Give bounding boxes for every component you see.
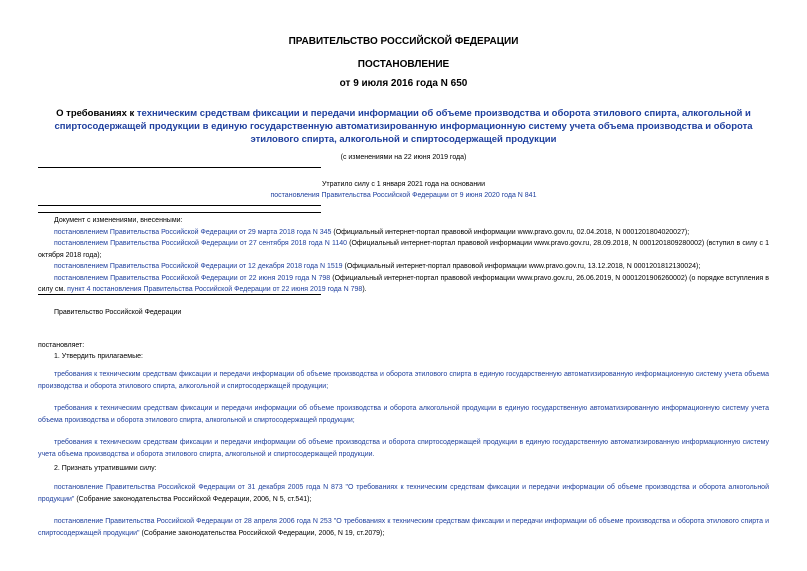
change-item: постановлением Правительства Российской Федерации от 27 сентября 2018 года N 1140 (Официальный интернет-портал правовой информации www.pravo.gov.ru, 28.09.2018, N 0001201809280002) (вступил в силу с 1 октября 2018 года); xyxy=(38,240,769,259)
doc-type-heading: ПОСТАНОВЛЕНИЕ xyxy=(357,59,450,70)
repealed-link[interactable]: постановление Правительства Российской Федерации от 31 декабря 2005 года N 873 "О требованиях к техническим средствам фиксации и передачи информации об объеме производства и оборота алкогольной продукции" xyxy=(38,484,769,503)
repealed-link[interactable]: постановление Правительства Российской Федерации от 28 апреля 2006 года N 253 "О требованиях к техническим средствам фиксации и передачи информации об объеме производства и оборота этилового спирта и спиртосодержащей продукции" xyxy=(38,518,769,537)
repealed-1: постановление Правительства Российской Федерации от 31 декабря 2005 года N 873 "О требованиях к техническим средствам фиксации и передачи информации об объеме производства и оборота алкогольной продукции" (Собрание законодательства Российской Федерации, 2006, N 5, ст.541); xyxy=(38,484,769,503)
title-prefix: О требованиях к xyxy=(56,108,137,119)
change-item: постановлением Правительства Российской Федерации от 29 марта 2018 года N 345 (Официальный интернет-портал правовой информации www.pravo.gov.ru, 02.04.2018, N 0001201804020027); xyxy=(54,228,690,236)
resolves-line: постановляет: xyxy=(38,342,85,349)
point-2: 2. Признать утратившими силу: xyxy=(54,465,157,472)
requirement-link[interactable]: требования к техническим средствам фиксации и передачи информации об объеме производства и оборота этилового спирта в единую государственную автоматизированную информационную систему учета объема производства и оборота этилового спирта, алкогольной и спиртосодержащей продукции; xyxy=(38,371,769,390)
change-item: постановлением Правительства Российской Федерации от 22 июня 2019 года N 798 (Официальный интернет-портал правовой информации www.pravo.gov.ru, 26.06.2019, N 0001201906260002) (о порядке вступления в силу см. пункт 4 постановления Правительства Российской Федерации от 22 июня 2019 года N 798). xyxy=(38,274,769,293)
revision-note: (с изменениями на 22 июня 2019 года) xyxy=(340,154,467,161)
change-link[interactable]: постановлением Правительства Российской Федерации от 27 сентября 2018 года N 1140 xyxy=(54,240,348,247)
expired-link[interactable]: постановления Правительства Российской Федерации от 9 июня 2020 года N 841 xyxy=(270,192,537,199)
title-link[interactable]: техническим средствам фиксации и передачи информации об объеме производства и оборота этилового спирта, алкогольной и спиртосодержащей продукции в единую государственную автоматизированную информационную систему учета объема производства и оборота этилового спирта, алкогольной и спиртосодержащей продукции xyxy=(54,108,753,145)
repealed-2: постановление Правительства Российской Федерации от 28 апреля 2006 года N 253 "О требованиях к техническим средствам фиксации и передачи информации об объеме производства и оборота этилового спирта и спиртосодержащей продукции" (Собрание законодательства Российской Федерации, 2006, N 19, ст.2079); xyxy=(38,518,769,537)
divider xyxy=(38,205,321,206)
point-1: 1. Утвердить прилагаемые: xyxy=(54,353,143,360)
divider xyxy=(38,212,321,213)
date-number-heading: от 9 июля 2016 года N 650 xyxy=(339,78,468,89)
divider xyxy=(38,294,321,295)
government-line: Правительство Российской Федерации xyxy=(54,309,182,316)
change-link[interactable]: постановлением Правительства Российской Федерации от 22 июня 2019 года N 798 xyxy=(54,274,331,282)
requirement-link[interactable]: требования к техническим средствам фиксации и передачи информации об объеме производства и оборота спиртосодержащей продукции в единую государственную автоматизированную информационную систему учета объема производства и оборота этилового спирта, алкогольной и спиртосодержащей продукции. xyxy=(38,439,769,458)
expired-link-line xyxy=(0,190,807,201)
divider xyxy=(38,167,321,168)
requirement-link[interactable]: требования к техническим средствам фиксации и передачи информации об объеме производства и оборота алкогольной продукции в единую государственную автоматизированную информационную систему учета объема производства и оборота этилового спирта, алкогольной и спиртосодержащей продукции; xyxy=(38,405,769,424)
changes-block xyxy=(38,215,769,296)
requirement-2 xyxy=(38,403,769,426)
document-title xyxy=(40,107,767,146)
change-link[interactable]: постановлением Правительства Российской Федерации от 12 декабря 2018 года N 1519 xyxy=(54,263,343,270)
authority-heading: ПРАВИТЕЛЬСТВО РОССИЙСКОЙ ФЕДЕРАЦИИ xyxy=(288,36,519,47)
change-link[interactable]: постановлением Правительства Российской Федерации от 29 марта 2018 года N 345 xyxy=(54,228,332,236)
changes-heading: Документ с изменениями, внесенными: xyxy=(54,217,183,224)
change-link[interactable]: пункт 4 постановления Правительства Российской Федерации от 22 июня 2019 года N 798 xyxy=(67,286,363,293)
requirement-1 xyxy=(38,369,769,392)
change-item: постановлением Правительства Российской Федерации от 12 декабря 2018 года N 1519 (Официальный интернет-портал правовой информации www.pravo.gov.ru, 13.12.2018, N 0001201812130024); xyxy=(54,263,701,270)
expired-note: Утратило силу с 1 января 2021 года на основании xyxy=(321,181,486,188)
requirement-3 xyxy=(38,437,769,460)
